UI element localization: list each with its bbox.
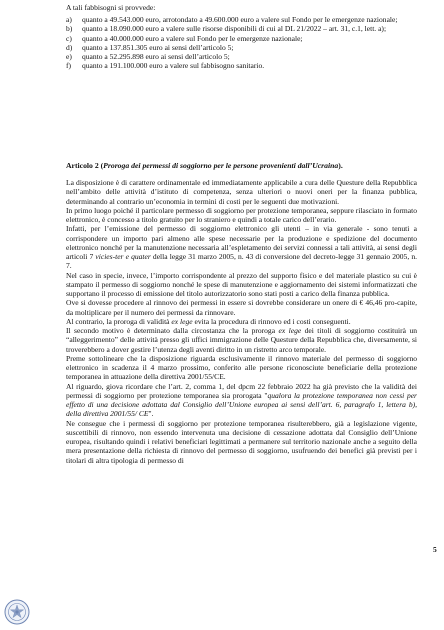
- intro-text: A tali fabbisogni si provvede:: [66, 3, 156, 12]
- republic-seal-icon: [4, 599, 30, 625]
- heading-suffix: ).: [338, 161, 343, 170]
- paragraph: [66, 224, 417, 270]
- paragraph-text: evita la procedura di rinnovo ed i costi conseguenti.: [192, 316, 351, 326]
- list-item: [66, 24, 416, 33]
- list-item-text: quanto a 191.100.000 euro a valere sul fabbisogno sanitario.: [82, 61, 265, 71]
- paragraph-italic: ex lege: [171, 316, 193, 326]
- paragraph: [66, 326, 417, 354]
- paragraph-italic: ex lege: [278, 326, 302, 335]
- list-item-text: quanto a 18.090.000 euro a valere sulle risorse disponibili di cui al DL 21/2022 – art. 31, c.1, lett. a);: [82, 24, 387, 34]
- paragraph: Preme sottolineare che la disposizione riguarda esclusivamente il rinnovo materiale del permesso di soggiorno elettronico in scadenza il 4 marzo prossimo, conferito alle persone riconosciute beneficiarie della protezione temporanea in attuazione della direttiva 2001/55/CE.: [66, 353, 417, 382]
- paragraph-text: della legge 31 marzo 2005, n. 43 di conversione del decreto-legge 31 gennaio 2005, n. 7.: [66, 252, 418, 271]
- list-item-label: a): [66, 15, 72, 24]
- list-item-text: quanto a 40.000.000 euro a valere sul Fondo per le emergenze nazionale;: [82, 33, 303, 43]
- list-item-label: f): [66, 61, 72, 71]
- paragraph-text: Infatti, per l’emissione del permesso di soggiorno elettronico gli utenti – in via generale - sono tenuti a corrispondere un importo pari almeno alle spese necessarie per la produzione e spedizione del documento elettronico nonché per la manutenzione necessaria all’espletamento dei servizi connessi a tali attività, ai sensi degli articoli 7: [66, 224, 417, 261]
- list-item: [66, 43, 416, 52]
- paragraph: Ove si dovesse procedere al rinnovo dei permessi in essere si dovrebbe considerare un onere di € 46,46 pro-capite, da moltiplicare per il numero dei permessi da rinnovare.: [66, 298, 417, 317]
- list-item-label: e): [66, 52, 72, 61]
- paragraph: Nel caso in specie, invece, l’importo corrispondente al prezzo del supporto fisico e del materiale plastico su cui è stampato il permesso di soggiorno nonché le spese di manutenzione e aggiornamento dei sistemi informatizzati che supportano il processo di emissione del titolo autorizzatorio sono stati posti a carico della finanza pubblica.: [66, 270, 417, 298]
- paragraph: Ne consegue che i permessi di soggiorno per protezione temporanea risulterebbero, già a legislazione vigente, suscettibili di rinnovo, non essendo intervenuta una decisione di cessazione adottata dal Consiglio dell’Unione europea, risultando quindi i relativi beneficiari legittimati a permanere sul territorio nazionale anche a seguito della mera presentazione della richiesta di rinnovo del permesso di soggiorno, usufruendo dei benefici già previsti per i titolari di altra tipologia di permesso di: [66, 418, 417, 465]
- list-item: [66, 61, 416, 70]
- article-heading: [66, 161, 416, 170]
- list-item: [66, 52, 416, 61]
- paragraph-text: Il secondo motivo è determinato dalla circostanza che la proroga: [66, 326, 279, 335]
- paragraph-text: ".: [148, 409, 154, 419]
- paragraph: [66, 317, 417, 326]
- paragraph: In primo luogo poiché il particolare permesso di soggiorno per protezione temporanea, seppure rilasciato in formato elettronico, è concesso a titolo gratuito per lo straniero e quindi a totale carico dell’erario.: [66, 205, 417, 224]
- list-item-text: quanto a 52.295.898 euro ai sensi dell’articolo 5;: [82, 52, 230, 61]
- list-item-label: c): [66, 33, 72, 43]
- paragraph-italic: vicies-ter e quater: [95, 252, 151, 261]
- paragraph: La disposizione è di carattere ordinamentale ed immediatamente applicabile a cura delle Questure della Repubblica nell’ambito delle attività d’istituto di competenza, senza ulteriori o nuovi oneri per la finanza pubblica, determinando al contrario un’economia in termini di costi per le seguenti due motivazioni.: [66, 178, 417, 206]
- list-item-label: d): [66, 42, 73, 52]
- paragraph-italic: qualora la protezione temporanea non cessi per effetto di una decisione adottata dal Consiglio dell’Unione europea ai sensi dell’art. 6, paragrafo 1, lettera b), della direttiva 2001/55/ CE: [66, 390, 417, 419]
- page-number: 5: [433, 545, 437, 554]
- paragraph: [66, 382, 417, 419]
- paragraph-text: Al contrario, la proroga di validità: [66, 316, 172, 326]
- heading-prefix: Articolo 2 (: [66, 161, 104, 170]
- list-item-label: b): [66, 24, 73, 34]
- paragraph-text: dei titoli di soggiorno costituirà un “alleggerimento” delle attività presso gli uffici immigrazione delle Questure della Repubblica che, diversamente, si troverebbero a dover gestire l’utenza degli aventi diritto in un ristretto arco temporale.: [66, 326, 417, 354]
- article-body: [66, 178, 417, 465]
- funding-list: [66, 15, 416, 71]
- list-item-text: quanto a 49.543.000 euro, arrotondato a 49.600.000 euro a valere sul Fondo per le emergenze nazionale;: [82, 15, 398, 24]
- list-item-text: quanto a 137.851.305 euro ai sensi dell’articolo 5;: [82, 42, 234, 52]
- paragraph-text: Al riguardo, giova ricordare che l’art. 2, comma 1, del dpcm 22 febbraio 2022 ha già previsto che la validità dei permessi di soggiorno per protezione temporanea sia prorogata ": [66, 381, 417, 400]
- list-item: [66, 34, 416, 43]
- list-item: [66, 15, 416, 24]
- heading-title: Proroga dei permessi di soggiorno per le persone provenienti dall’Ucraina: [103, 161, 339, 170]
